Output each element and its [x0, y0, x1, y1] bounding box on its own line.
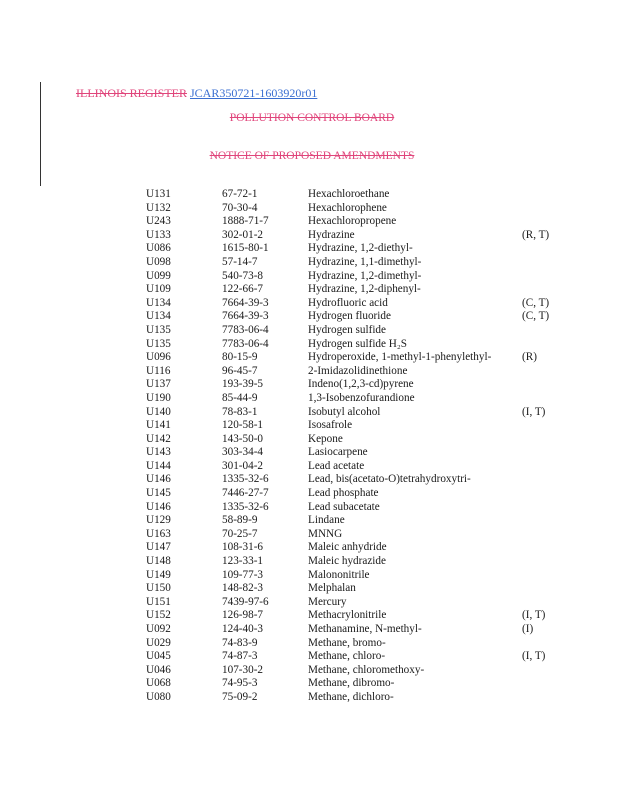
- table-row: [146, 324, 566, 338]
- waste-code: U068: [146, 677, 171, 690]
- table-row: [146, 569, 566, 583]
- cas-number: 143-50-0: [222, 432, 264, 445]
- cas-number: 148-82-3: [222, 582, 264, 595]
- table-row: [146, 242, 566, 256]
- table-row: [146, 487, 566, 501]
- cas-number: 1615-80-1: [222, 242, 269, 255]
- table-row: [146, 256, 566, 270]
- cas-number: 7783-06-4: [222, 323, 269, 336]
- waste-code: U145: [146, 487, 171, 500]
- cas-number: 74-83-9: [222, 636, 258, 649]
- waste-code: U149: [146, 568, 171, 581]
- hazard-code: (R, T): [522, 228, 550, 241]
- cas-number: 123-33-1: [222, 555, 264, 568]
- waste-code: U134: [146, 310, 171, 323]
- table-row: [146, 541, 566, 555]
- table-row: [146, 514, 566, 528]
- substance-name: Lasiocarpene: [308, 446, 368, 459]
- substance-name: Hydrogen sulfide H₂S: [308, 337, 407, 350]
- substance-name: Isobutyl alcohol: [308, 405, 381, 418]
- waste-code: U147: [146, 541, 171, 554]
- waste-code: U045: [146, 650, 171, 663]
- cas-number: 7783-06-4: [222, 337, 269, 350]
- waste-code: U146: [146, 473, 171, 486]
- substance-name: Methacrylonitrile: [308, 609, 387, 622]
- cas-number: 70-25-7: [222, 527, 258, 540]
- table-row: [146, 365, 566, 379]
- table-row: [146, 691, 566, 705]
- substance-name: Methane, dibromo-: [308, 677, 395, 690]
- cas-number: 124-40-3: [222, 623, 264, 635]
- table-row: [146, 297, 566, 311]
- substance-name: Methane, chloromethoxy-: [308, 663, 425, 676]
- substance-name: 1,3-Isobenzofurandione: [308, 391, 415, 404]
- cas-number: 302-01-2: [222, 228, 264, 241]
- table-row: [146, 609, 566, 623]
- cas-number: 75-09-2: [222, 690, 258, 703]
- waste-code: U109: [146, 283, 171, 296]
- hazard-code: (I, T): [522, 405, 546, 418]
- cas-number: 108-31-6: [222, 541, 264, 554]
- waste-code: U243: [146, 215, 171, 228]
- waste-code: U135: [146, 337, 171, 350]
- substance-name: Hydrazine, 1,2-diphenyl-: [308, 283, 421, 296]
- waste-code: U133: [146, 228, 171, 241]
- waste-code: U080: [146, 690, 171, 703]
- cas-number: 1335-32-6: [222, 500, 269, 513]
- substance-name: Hydrazine, 1,2-dimethyl-: [308, 269, 422, 282]
- cas-number: 1335-32-6: [222, 473, 269, 486]
- substance-name: Hexachloroethane: [308, 188, 390, 200]
- cas-number: 74-87-3: [222, 650, 258, 663]
- notice-title: NOTICE OF PROPOSED AMENDMENTS: [209, 150, 415, 162]
- waste-code: U046: [146, 663, 171, 676]
- cas-number: 126-98-7: [222, 609, 264, 622]
- cas-number: 540-73-8: [222, 269, 264, 282]
- hazard-code: (I): [522, 623, 534, 635]
- waste-code: U148: [146, 555, 171, 568]
- cas-number: 7446-27-7: [222, 487, 269, 500]
- table-row: [146, 637, 566, 651]
- waste-code: U132: [146, 201, 171, 214]
- waste-code: U029: [146, 636, 171, 649]
- register-header: [76, 86, 317, 101]
- cas-number: 67-72-1: [222, 188, 258, 200]
- waste-code: U163: [146, 527, 171, 540]
- table-row: [146, 351, 566, 365]
- cas-number: 74-95-3: [222, 677, 258, 690]
- table-row: [146, 528, 566, 542]
- cas-number: 303-34-4: [222, 446, 264, 459]
- waste-code: U143: [146, 446, 171, 459]
- substance-name: Lead, bis(acetato-O)tetrahydroxytri-: [308, 473, 471, 486]
- cas-number: 122-66-7: [222, 283, 264, 296]
- substance-name: Maleic hydrazide: [308, 555, 386, 568]
- waste-code: U098: [146, 255, 171, 268]
- waste-code: U131: [146, 188, 171, 200]
- cas-number: 96-45-7: [222, 364, 258, 377]
- hazard-code: (I, T): [522, 609, 546, 622]
- table-row: [146, 215, 566, 229]
- cas-number: 78-83-1: [222, 405, 258, 418]
- cas-number: 80-15-9: [222, 351, 258, 364]
- waste-code: U144: [146, 459, 171, 472]
- cas-number: 7664-39-3: [222, 310, 269, 323]
- hazardous-waste-table: [146, 188, 566, 705]
- table-row: [146, 664, 566, 678]
- cas-number: 7439-97-6: [222, 595, 269, 608]
- substance-name: Hydrogen fluoride: [308, 310, 391, 323]
- table-row: [146, 555, 566, 569]
- table-row: [146, 623, 566, 637]
- substance-name: Hydrogen sulfide: [308, 323, 386, 336]
- substance-name: Indeno(1,2,3-cd)pyrene: [308, 378, 414, 391]
- hazard-code: (R): [522, 351, 537, 364]
- substance-name: Hexachlorophene: [308, 201, 387, 214]
- cas-number: 109-77-3: [222, 568, 264, 581]
- substance-name: Hydrazine: [308, 228, 355, 241]
- table-row: [146, 501, 566, 515]
- table-row: [146, 582, 566, 596]
- substance-name: Hydroperoxide, 1-methyl-1-phenylethyl-: [308, 351, 492, 364]
- substance-name: MNNG: [308, 527, 343, 540]
- table-row: [146, 596, 566, 610]
- substance-name: Kepone: [308, 432, 343, 445]
- waste-code: U151: [146, 595, 171, 608]
- hazard-code: (C, T): [522, 296, 550, 309]
- table-row: [146, 378, 566, 392]
- cas-number: 70-30-4: [222, 201, 258, 214]
- substance-name: Lindane: [308, 514, 345, 527]
- substance-name: Mercury: [308, 595, 347, 608]
- substance-name: Lead acetate: [308, 459, 365, 472]
- waste-code: U116: [146, 364, 171, 377]
- substance-name: Hexachloropropene: [308, 215, 397, 228]
- waste-code: U099: [146, 269, 171, 282]
- substance-name: Lead phosphate: [308, 487, 379, 500]
- substance-name: Methane, bromo-: [308, 636, 386, 649]
- waste-code: U137: [146, 378, 171, 391]
- waste-code: U129: [146, 514, 171, 527]
- table-row: [146, 202, 566, 216]
- table-row: [146, 310, 566, 324]
- substance-name: Hydrofluoric acid: [308, 296, 388, 309]
- waste-code: U092: [146, 623, 171, 635]
- cas-number: 301-04-2: [222, 459, 264, 472]
- cas-number: 120-58-1: [222, 419, 264, 432]
- waste-code: U140: [146, 405, 171, 418]
- register-title-inserted: JCAR350721-1603920r01: [190, 86, 318, 100]
- table-row: [146, 229, 566, 243]
- hazard-code: (I, T): [522, 650, 546, 663]
- table-row: [146, 419, 566, 433]
- table-row: [146, 338, 566, 352]
- waste-code: U096: [146, 351, 171, 364]
- waste-code: U190: [146, 391, 171, 404]
- substance-name: Methane, chloro-: [308, 650, 386, 663]
- cas-number: 107-30-2: [222, 663, 264, 676]
- cas-number: 57-14-7: [222, 255, 258, 268]
- substance-name: 2-Imidazolidinethione: [308, 364, 408, 377]
- table-row: [146, 392, 566, 406]
- table-row: [146, 446, 566, 460]
- cas-number: 85-44-9: [222, 391, 258, 404]
- register-title-struck: ILLINOIS REGISTER: [76, 86, 187, 100]
- table-row: [146, 433, 566, 447]
- waste-code: U086: [146, 242, 171, 255]
- table-row: [146, 270, 566, 284]
- table-row: [146, 188, 566, 202]
- table-row: [146, 283, 566, 297]
- substance-name: Malononitrile: [308, 568, 370, 581]
- substance-name: Hydrazine, 1,2-diethyl-: [308, 242, 413, 255]
- table-row: [146, 473, 566, 487]
- table-row: [146, 650, 566, 664]
- waste-code: U146: [146, 500, 171, 513]
- cas-number: 193-39-5: [222, 378, 264, 391]
- board-title: POLLUTION CONTROL BOARD: [229, 112, 395, 124]
- table-row: [146, 406, 566, 420]
- table-row: [146, 677, 566, 691]
- revision-change-bar: [40, 82, 41, 186]
- substance-name: Melphalan: [308, 582, 356, 595]
- substance-name: Isosafrole: [308, 419, 353, 432]
- cas-number: 58-89-9: [222, 514, 258, 527]
- substance-name: Methane, dichloro-: [308, 690, 394, 703]
- waste-code: U150: [146, 582, 171, 595]
- substance-name: Hydrazine, 1,1-dimethyl-: [308, 255, 422, 268]
- waste-code: U152: [146, 609, 171, 622]
- table-row: [146, 460, 566, 474]
- substance-name: Methanamine, N-methyl-: [308, 623, 422, 635]
- cas-number: 1888-71-7: [222, 215, 269, 228]
- cas-number: 7664-39-3: [222, 296, 269, 309]
- waste-code: U141: [146, 419, 171, 432]
- substance-name: Maleic anhydride: [308, 541, 387, 554]
- waste-code: U135: [146, 323, 171, 336]
- waste-code: U142: [146, 432, 171, 445]
- waste-code: U134: [146, 296, 171, 309]
- substance-name: Lead subacetate: [308, 500, 380, 513]
- hazard-code: (C, T): [522, 310, 550, 323]
